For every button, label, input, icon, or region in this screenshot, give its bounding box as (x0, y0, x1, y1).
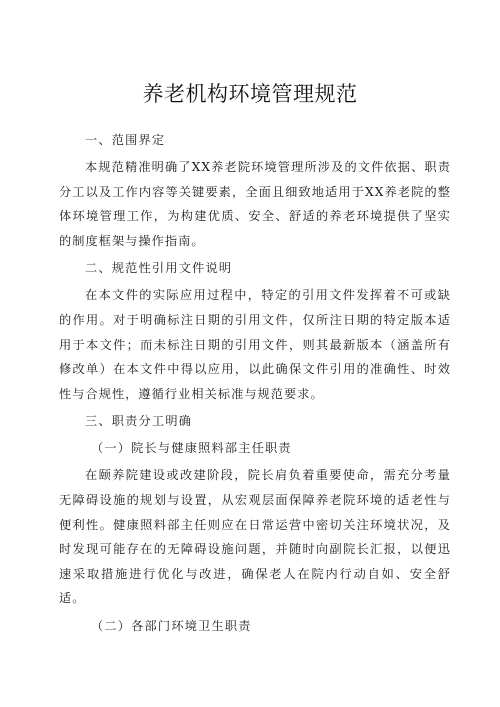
subsection-heading-department-hygiene: （二）各部门环境卫生职责 (91, 618, 252, 633)
section-heading-responsibilities: 三、职责分工明确 (85, 414, 193, 429)
paragraph-director-duties: 在颐养院建设或改建阶段，院长肩负着重要使命，需充分考量无障碍设施的规划与设置，从宏观层面保障养老院环境的适老性与便利性。健康照料部主任则应在日常运营中密切关注环境状况，及时发现可能存在的无障碍设施问题，并随时向副院长汇报，以便迅速采取措施进行优化与改进，确保老人在院内行动自如、安全舒适。 (59, 468, 451, 606)
section-heading-references: 二、规范性引用文件说明 (85, 261, 233, 276)
document-title: 养老机构环境管理规范 (142, 82, 358, 106)
paragraph-references: 在本文件的实际应用过程中，特定的引用文件发挥着不可或缺的作用。对于明确标注日期的引用文件，仅所注日期的特定版本适用于本文件；而未标注日期的引用文件，则其最新版本（涵盖所有修改单）在本文件中得以应用，以此确保文件引用的准确性、时效性与合规性，遵循行业相关标准与规范要求。 (59, 288, 451, 401)
document-body (59, 128, 451, 641)
paragraph-scope: 本规范精准明确了XX养老院环境管理所涉及的文件依据、职责分工以及工作内容等关键要素，全面且细致地适用于XX养老院的整体环境管理工作，为构建优质、安全、舒适的养老环境提供了坚实的制度框架与操作指南。 (59, 160, 451, 248)
subsection-heading-director-duties: （一）院长与健康照料部主任职责 (91, 441, 292, 456)
section-heading-scope: 一、范围界定 (85, 133, 166, 147)
